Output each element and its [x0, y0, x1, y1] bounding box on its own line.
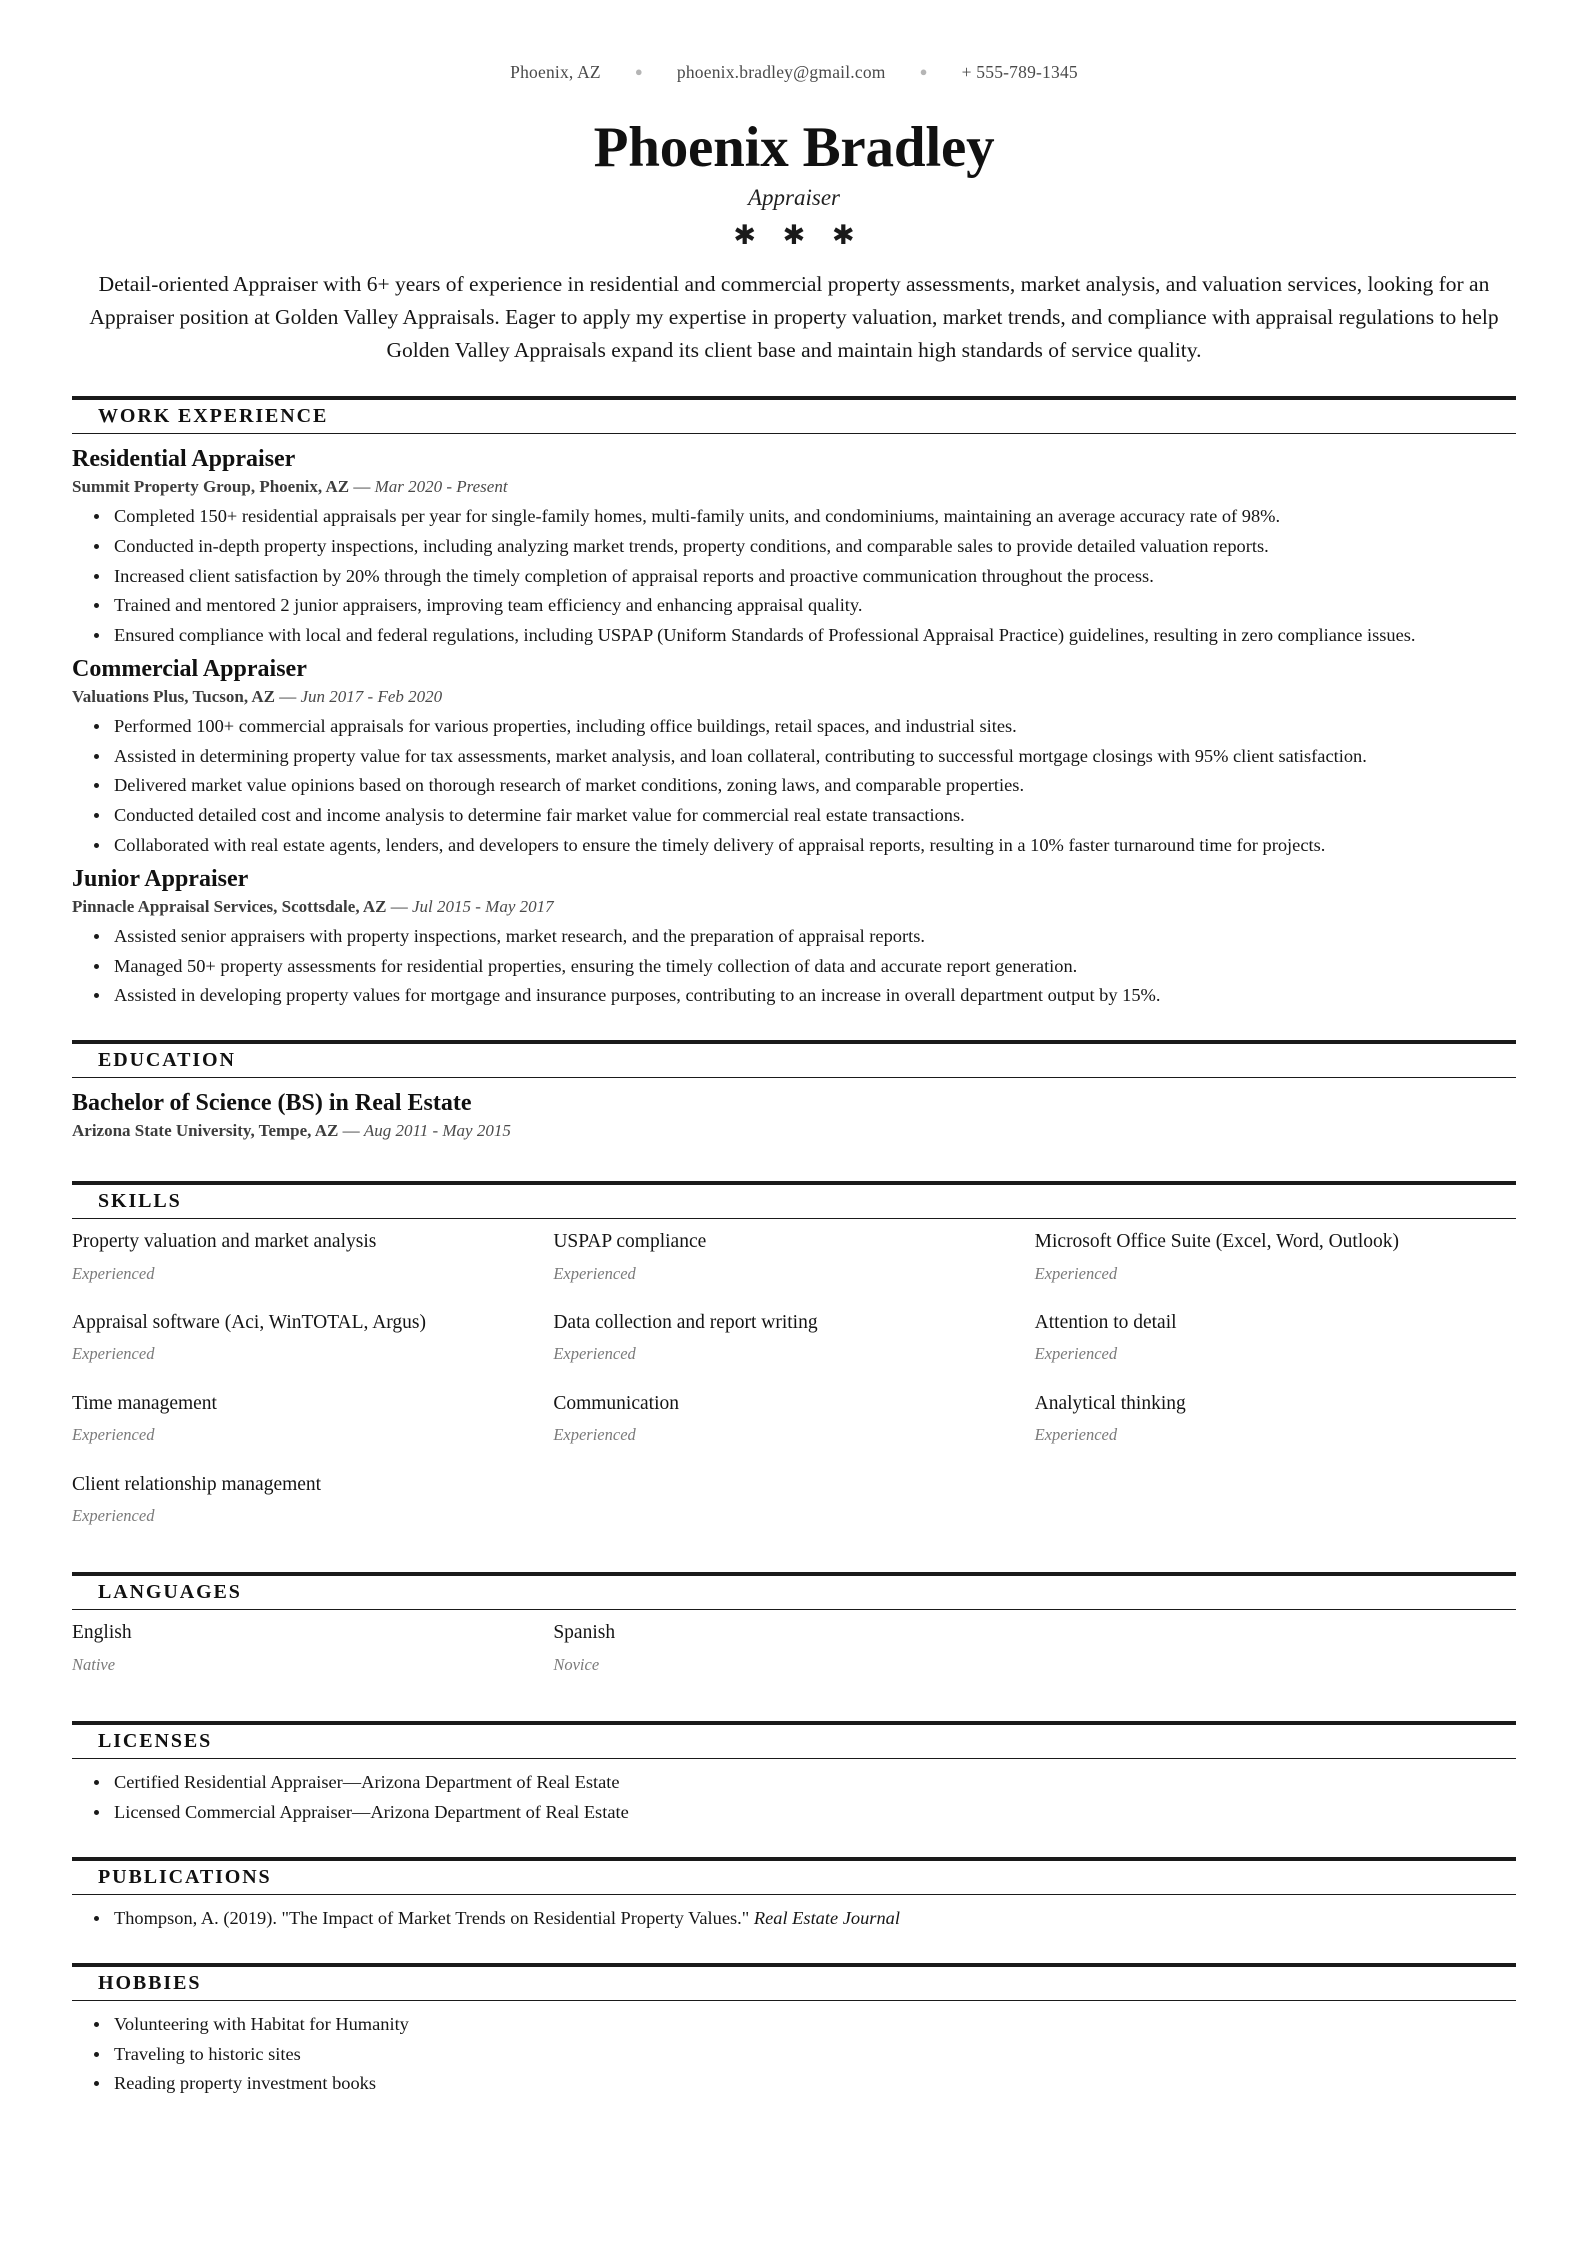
section-spacer — [72, 1014, 1516, 1040]
section-header-work-experience — [72, 396, 1516, 434]
candidate-name: Phoenix Bradley — [593, 116, 995, 179]
section-spacer — [72, 1705, 1516, 1721]
experience-organization: Valuations Plus, Tucson, AZ — [72, 687, 275, 707]
contact-location: Phoenix, AZ — [510, 62, 601, 82]
professional-summary: Detail-oriented Appraiser with 6+ years of experience in residential and commercial property assessments, market analysis, and valuation services, looking for an Appraiser position at Golden Valley Appraisals. Eager to apply my expertise in property valuation, market trends, and compliance with appraisal regulations to help Golden Valley Appraisals expand its client base and maintain high standards of service quality. — [89, 272, 1499, 362]
skill-name: Data collection and report writing — [553, 1312, 818, 1334]
experience-meta — [72, 686, 1516, 709]
experience-entry — [72, 864, 1516, 1009]
languages-grid — [72, 1620, 1516, 1701]
section-spacer — [72, 1556, 1516, 1572]
experience-meta — [72, 896, 1516, 919]
language-item — [72, 1620, 553, 1701]
education-dash: — — [338, 1121, 364, 1141]
contact-separator-dot-icon: ● — [634, 64, 643, 79]
skill-item — [72, 1472, 553, 1553]
experience-entry — [72, 654, 1516, 858]
skill-name: Attention to detail — [1034, 1312, 1177, 1334]
skill-level: Experienced — [72, 1505, 155, 1525]
licenses-list — [72, 1769, 1516, 1825]
section-title: SKILLS — [98, 1190, 182, 1213]
section-education — [72, 1040, 1516, 1143]
skill-item — [1035, 1310, 1516, 1391]
list-item: Assisted senior appraisers with property inspections, market research, and the preparation of appraisal reports. — [72, 923, 1516, 949]
list-item: Completed 150+ residential appraisals per year for single-family homes, multi-family units, and condominiums, maintaining an average accuracy rate of 98%. — [72, 503, 1516, 529]
section-spacer — [72, 1831, 1516, 1857]
language-level: Novice — [553, 1654, 600, 1674]
contact-separator-dot-icon: ● — [919, 64, 928, 79]
skill-item — [1035, 1229, 1516, 1310]
skill-item — [553, 1310, 1034, 1391]
section-header-languages — [72, 1572, 1516, 1610]
skill-name: Analytical thinking — [1034, 1392, 1186, 1414]
section-header-hobbies — [72, 1963, 1516, 2001]
section-header-licenses — [72, 1721, 1516, 1759]
experience-meta — [72, 476, 1516, 499]
list-item: Volunteering with Habitat for Humanity — [72, 2011, 1516, 2037]
section-header-skills — [72, 1181, 1516, 1219]
asterisk-divider-icon: ✱ ✱ ✱ — [733, 219, 865, 250]
experience-role: Commercial Appraiser — [72, 656, 307, 682]
section-work-experience — [72, 396, 1516, 1008]
skill-item — [553, 1229, 1034, 1310]
experience-dates: Jul 2015 - May 2017 — [412, 896, 554, 916]
skill-item — [1035, 1391, 1516, 1472]
contact-email[interactable]: phoenix.bradley@gmail.com — [676, 62, 886, 82]
list-item: Traveling to historic sites — [72, 2041, 1516, 2067]
list-item: Trained and mentored 2 junior appraisers, improving team efficiency and enhancing appraisal quality. — [72, 592, 1516, 618]
section-skills — [72, 1181, 1516, 1552]
education-degree: Bachelor of Science (BS) in Real Estate — [72, 1090, 472, 1117]
experience-bullet-list — [72, 923, 1516, 1008]
section-spacer — [72, 1937, 1516, 1963]
section-title: LICENSES — [98, 1730, 213, 1753]
skill-name: Communication — [553, 1392, 679, 1414]
languages-grid-empty-cell — [1035, 1620, 1516, 1701]
language-item — [553, 1620, 1034, 1701]
contact-phone[interactable]: + 555-789-1345 — [961, 62, 1078, 82]
section-title: EDUCATION — [98, 1049, 236, 1072]
list-item: Licensed Commercial Appraiser—Arizona Department of Real Estate — [72, 1799, 1516, 1825]
experience-dates: Mar 2020 - Present — [374, 477, 508, 497]
list-item: Conducted detailed cost and income analysis to determine fair market value for commercial real estate transactions. — [72, 802, 1516, 828]
education-meta — [72, 1120, 1516, 1143]
section-title: HOBBIES — [98, 1972, 202, 1994]
contact-line — [72, 62, 1516, 83]
skill-item — [72, 1310, 553, 1391]
experience-role: Residential Appraiser — [72, 446, 296, 473]
list-item: Collaborated with real estate agents, lenders, and developers to ensure the timely delivery of appraisal reports, resulting in a 10% faster turnaround time for projects. — [72, 832, 1516, 858]
list-item: Reading property investment books — [72, 2070, 1516, 2096]
skill-name: Time management — [72, 1392, 217, 1414]
list-item: Conducted in-depth property inspections, including analyzing market trends, property conditions, and comparable sales to provide detailed valuation reports. — [72, 533, 1516, 559]
experience-bullet-list — [72, 713, 1516, 858]
skill-level: Experienced — [1034, 1263, 1118, 1283]
skill-level: Experienced — [1034, 1425, 1118, 1445]
experience-dash: — — [386, 896, 412, 916]
skills-grid — [72, 1229, 1516, 1552]
education-institution: Arizona State University, Tempe, AZ — [72, 1121, 339, 1141]
skill-level: Experienced — [553, 1425, 636, 1445]
skill-name: Appraisal software (Aci, WinTOTAL, Argus) — [72, 1312, 426, 1334]
list-item: Assisted in determining property value for tax assessments, market analysis, and loan collateral, contributing to successful mortgage closings with 95% client satisfaction. — [72, 743, 1516, 769]
education-dates: Aug 2011 - May 2015 — [363, 1121, 511, 1141]
section-licenses — [72, 1721, 1516, 1825]
experience-organization: Summit Property Group, Phoenix, AZ — [72, 477, 350, 497]
section-header-publications — [72, 1857, 1516, 1895]
skill-name: Client relationship management — [72, 1473, 322, 1495]
list-item: Increased client satisfaction by 20% through the timely completion of appraisal reports and proactive communication throughout the process. — [72, 563, 1516, 589]
section-spacer — [72, 1147, 1516, 1181]
skill-item — [553, 1391, 1034, 1472]
experience-organization: Pinnacle Appraisal Services, Scottsdale, AZ — [72, 896, 387, 916]
list-item: Ensured compliance with local and federal regulations, including USPAP (Uniform Standards of Professional Appraisal Practice) guidelines, resulting in zero compliance issues. — [72, 622, 1516, 648]
experience-dash: — — [275, 687, 301, 707]
section-languages — [72, 1572, 1516, 1701]
skill-level: Experienced — [553, 1344, 636, 1364]
publications-list — [72, 1905, 1516, 1931]
language-level: Native — [72, 1654, 116, 1674]
skill-name: Microsoft Office Suite (Excel, Word, Outlook) — [1034, 1231, 1399, 1253]
skill-level: Experienced — [1034, 1344, 1118, 1364]
skill-item — [72, 1391, 553, 1472]
hobbies-list — [72, 2011, 1516, 2096]
section-publications — [72, 1857, 1516, 1931]
section-title: PUBLICATIONS — [98, 1865, 272, 1888]
list-item: Assisted in developing property values for mortgage and insurance purposes, contributing to an increase in overall department output by 15%. — [72, 982, 1516, 1008]
education-entry — [72, 1088, 1516, 1143]
section-title: WORK EXPERIENCE — [98, 405, 329, 428]
experience-dash: — — [349, 477, 375, 497]
list-item: Managed 50+ property assessments for residential properties, ensuring the timely collection of data and accurate report generation. — [72, 953, 1516, 979]
list-item: Performed 100+ commercial appraisals for various properties, including office buildings, retail spaces, and industrial sites. — [72, 713, 1516, 739]
skill-level: Experienced — [72, 1344, 155, 1364]
skill-name: USPAP compliance — [553, 1231, 707, 1253]
experience-role: Junior Appraiser — [72, 865, 249, 892]
experience-entry — [72, 444, 1516, 648]
skill-name: Property valuation and market analysis — [72, 1231, 377, 1253]
skill-level: Experienced — [72, 1263, 155, 1283]
experience-bullet-list — [72, 503, 1516, 648]
publication-citation: Thompson, A. (2019). "The Impact of Market Trends on Residential Property Values." — [114, 1907, 754, 1928]
language-name: English — [72, 1622, 132, 1644]
list-item: Delivered market value opinions based on thorough research of market conditions, zoning laws, and comparable properties. — [72, 772, 1516, 798]
experience-dates: Jun 2017 - Feb 2020 — [300, 687, 443, 707]
skill-item — [72, 1229, 553, 1310]
section-hobbies — [72, 1963, 1516, 2096]
section-title: LANGUAGES — [98, 1581, 242, 1604]
section-header-education — [72, 1040, 1516, 1078]
skill-level: Experienced — [553, 1263, 636, 1283]
list-item — [72, 1905, 1516, 1931]
publication-journal: Real Estate Journal — [753, 1907, 900, 1928]
language-name: Spanish — [553, 1622, 616, 1644]
candidate-job-title: Appraiser — [748, 184, 840, 210]
list-item: Certified Residential Appraiser—Arizona Department of Real Estate — [72, 1769, 1516, 1795]
skill-level: Experienced — [72, 1425, 155, 1445]
